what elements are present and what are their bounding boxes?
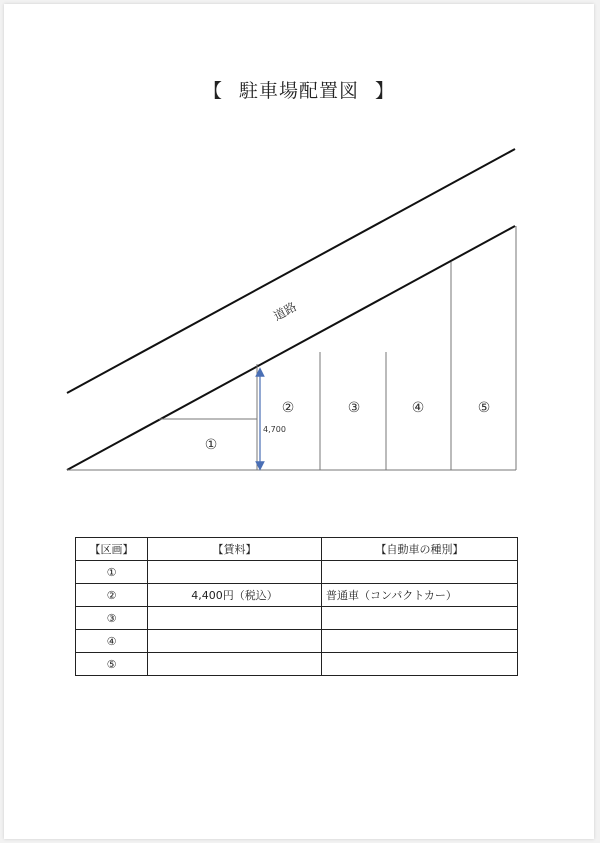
dimension-label: 4,700: [263, 425, 286, 434]
parking-layout-diagram: [4, 4, 594, 504]
cell-space: ④: [76, 630, 148, 653]
document-page: [4, 4, 594, 839]
cell-rent: [148, 653, 322, 676]
cell-space: ⑤: [76, 653, 148, 676]
rent-table: [75, 537, 518, 676]
road-upper-edge: [67, 149, 515, 393]
table-row: [76, 607, 518, 630]
cell-rent: [148, 607, 322, 630]
table-row: [76, 653, 518, 676]
road-label: 道路: [271, 299, 299, 324]
header-rent: 【賃料】: [148, 538, 322, 561]
space-label-3: ③: [347, 400, 361, 416]
title-text: 駐車場配置図: [238, 80, 359, 102]
table-header-row: [76, 538, 518, 561]
header-space: 【区画】: [76, 538, 148, 561]
space-label-4: ④: [411, 400, 425, 416]
cell-vehicle-type: [322, 653, 518, 676]
space-label-1: ①: [204, 437, 218, 453]
table-row: [76, 630, 518, 653]
title-bracket-left: 【: [202, 80, 223, 102]
table-row: [76, 561, 518, 584]
cell-vehicle-type: [322, 561, 518, 584]
cell-space: ①: [76, 561, 148, 584]
cell-space: ③: [76, 607, 148, 630]
cell-rent: [148, 561, 322, 584]
space-label-2: ②: [281, 400, 295, 416]
title-bracket-right: 】: [375, 80, 396, 102]
cell-vehicle-type: [322, 607, 518, 630]
cell-rent: 4,400円（税込）: [148, 584, 322, 607]
road-lower-edge: [67, 226, 515, 470]
cell-rent: [148, 630, 322, 653]
space-label-5: ⑤: [477, 400, 491, 416]
table-row: [76, 584, 518, 607]
cell-space: ②: [76, 584, 148, 607]
cell-vehicle-type: 普通車（コンパクトカー）: [322, 584, 518, 607]
header-vehicle-type: 【自動車の種別】: [322, 538, 518, 561]
cell-vehicle-type: [322, 630, 518, 653]
